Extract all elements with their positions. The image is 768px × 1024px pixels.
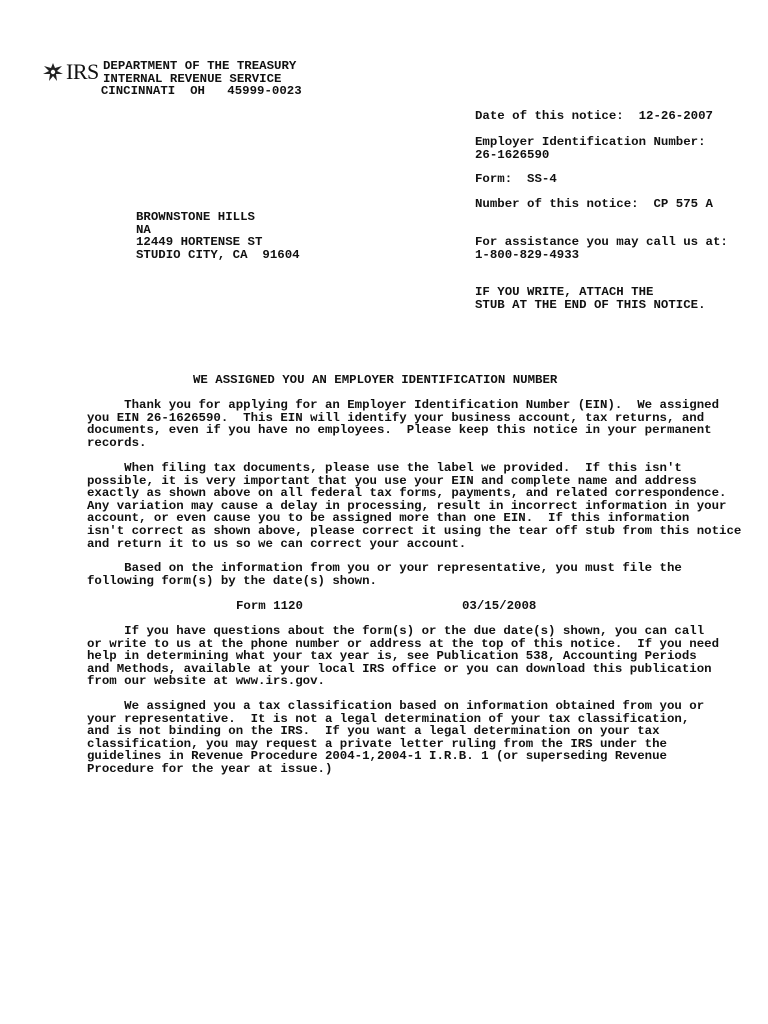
address-line-3: 12449 HORTENSE ST	[136, 235, 263, 249]
agency-line-2: INTERNAL REVENUE SERVICE	[103, 71, 282, 86]
irs-logo-text: IRS	[66, 59, 99, 84]
paragraph-line: classification, you may request a private letter ruling from the IRS under the	[87, 736, 667, 751]
assistance-label: For assistance you may call us at:	[475, 235, 728, 249]
notice-date: Date of this notice: 12-26-2007	[475, 109, 713, 123]
assistance-phone: 1-800-829-4933	[475, 247, 580, 262]
paragraph-line: you EIN 26-1626590. This EIN will identify your business account, tax returns, and	[87, 410, 705, 425]
paragraph-line: Based on the information from you or your representative, you must file the	[87, 561, 682, 575]
paragraph-line: When filing tax documents, please use the label we provided. If this isn't	[87, 461, 682, 475]
notice-heading: WE ASSIGNED YOU AN EMPLOYER IDENTIFICATION NUMBER	[193, 373, 558, 387]
address-line-4: STUDIO CITY, CA 91604	[136, 247, 300, 262]
paragraph-tax-classification	[87, 700, 704, 776]
paragraph-line: possible, it is very important that you use your EIN and complete name and address	[87, 473, 697, 488]
paragraph-line: isn't correct as shown above, please correct it using the tear off stub from this notice	[87, 523, 742, 538]
paragraph-line: documents, even if you have no employees. Please keep this notice in your permanent	[87, 423, 712, 438]
address-line-1: BROWNSTONE HILLS	[136, 210, 255, 224]
paragraph-line: following form(s) by the date(s) shown.	[87, 573, 377, 588]
paragraph-line: from our website at www.irs.gov.	[87, 674, 325, 689]
paragraph-line: exactly as shown above on all federal tax forms, payments, and related correspondence.	[87, 486, 727, 501]
paragraph-line: Procedure for the year at issue.)	[87, 761, 333, 776]
paragraph-forms-due	[87, 562, 682, 587]
filing-due-date: 03/15/2008	[462, 599, 537, 613]
paragraph-line: or write to us at the phone number or address at the top of this notice. If you need	[87, 636, 720, 651]
paragraph-line: and Methods, available at your local IRS office or you can download this publication	[87, 661, 712, 676]
notice-number: Number of this notice: CP 575 A	[475, 197, 713, 211]
paragraph-line: help in determining what your tax year is, see Publication 538, Accounting Periods	[87, 649, 697, 664]
address-line-2: NA	[136, 222, 151, 237]
form-line: Form: SS-4	[475, 172, 557, 186]
paragraph-line: We assigned you a tax classification based on information obtained from you or	[87, 699, 705, 713]
filing-form: Form 1120	[236, 599, 303, 613]
paragraph-line: and return it to us so we can correct your account.	[87, 536, 467, 551]
paragraph-line: Thank you for applying for an Employer Identification Number (EIN). We assigned	[87, 398, 720, 412]
ein-label: Employer Identification Number:	[475, 135, 706, 149]
paragraph-line: If you have questions about the form(s) or the due date(s) shown, you can call	[87, 624, 705, 638]
ein-value: 26-1626590	[475, 147, 550, 162]
agency-line-3: CINCINNATI OH 45999-0023	[86, 84, 302, 98]
write-instruction-1: IF YOU WRITE, ATTACH THE	[475, 285, 654, 299]
irs-eagle-icon	[42, 62, 64, 82]
paragraph-line: Any variation may cause a delay in processing, result in incorrect information in your	[87, 498, 727, 513]
paragraph-line: your representative. It is not a legal determination of your tax classification,	[87, 711, 690, 726]
paragraph-ein-assigned	[87, 399, 719, 449]
paragraph-questions	[87, 625, 719, 688]
agency-line-1: DEPARTMENT OF THE TREASURY	[103, 59, 297, 73]
paragraph-line: and is not binding on the IRS. If you want a legal determination on your tax	[87, 724, 660, 739]
paragraph-line: guidelines in Revenue Procedure 2004-1,2004-1 I.R.B. 1 (or superseding Revenue	[87, 749, 667, 764]
write-instruction-2: STUB AT THE END OF THIS NOTICE.	[475, 297, 706, 312]
paragraph-line: account, or even cause you to be assigned more than one EIN. If this information	[87, 511, 690, 526]
paragraph-line: records.	[87, 435, 147, 450]
paragraph-filing-label	[87, 462, 741, 550]
